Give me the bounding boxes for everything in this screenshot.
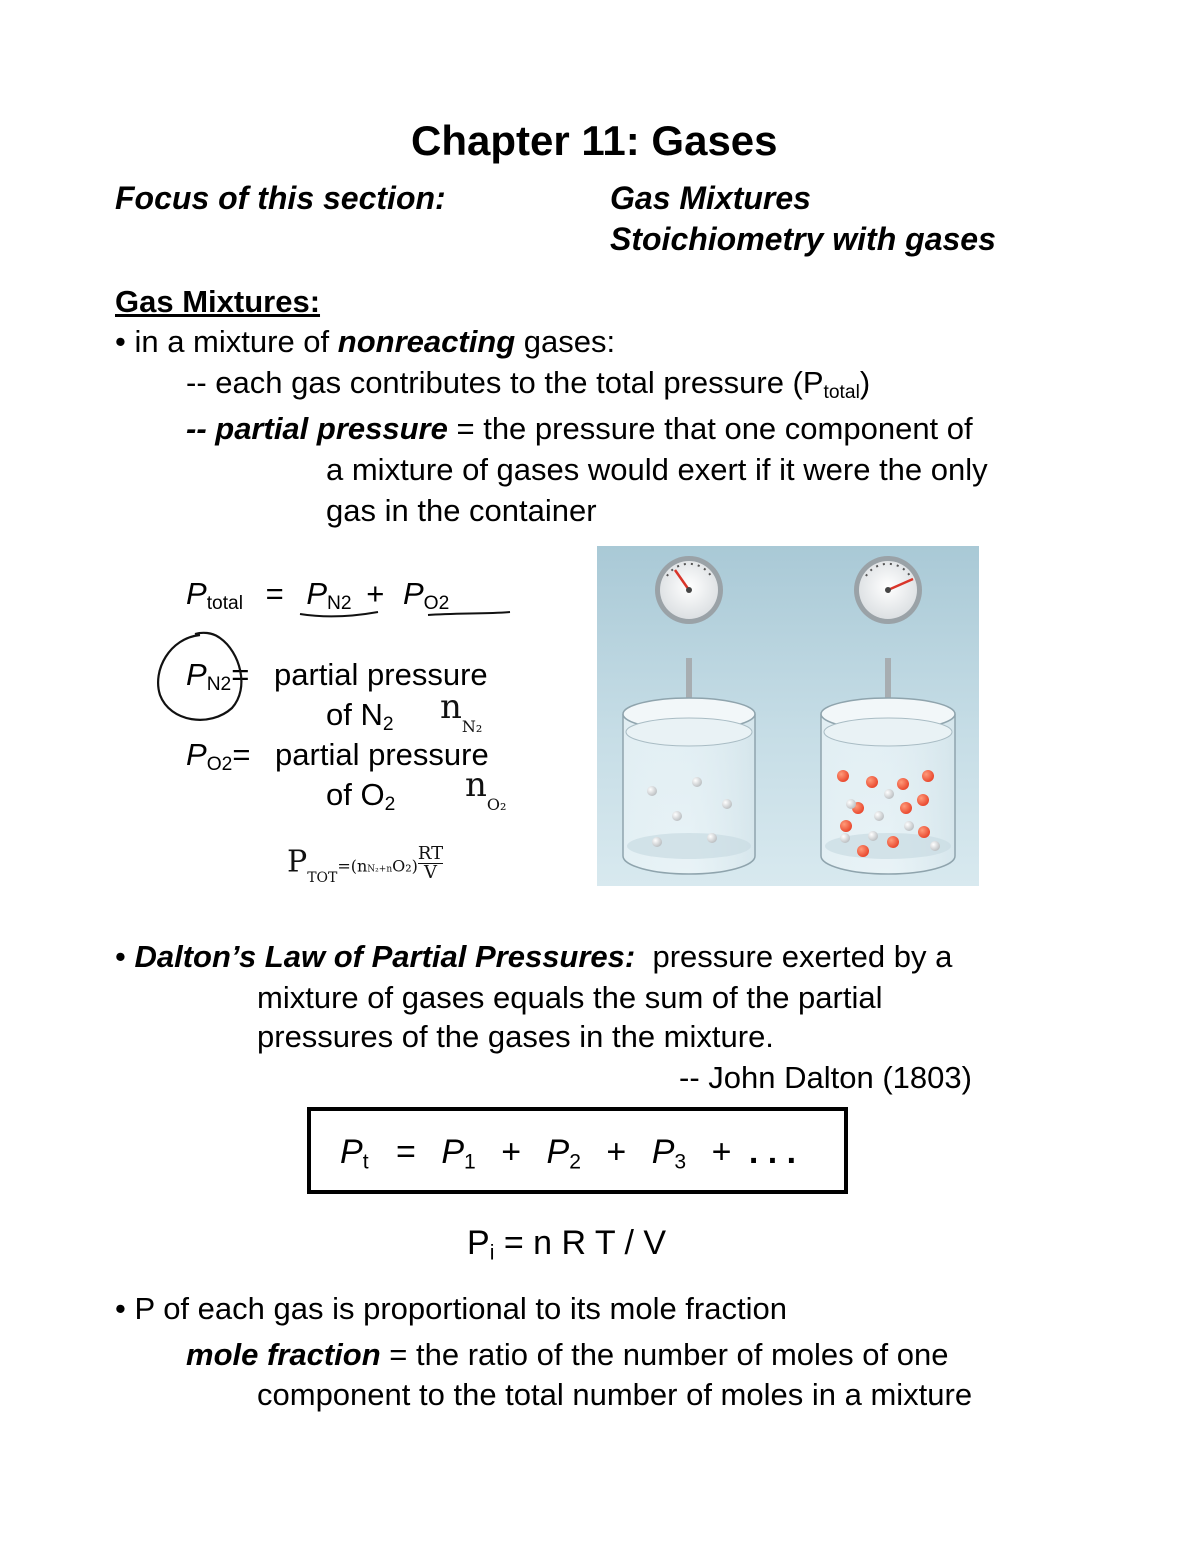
nonreacting-term: nonreacting	[337, 324, 516, 359]
pi-rest: = n R T / V	[494, 1224, 667, 1262]
hand-ptot-p: P	[287, 844, 308, 880]
pn2-def-text: partial pressure	[273, 657, 488, 692]
pi-p: P	[467, 1224, 490, 1262]
dalton-law-term: Dalton’s Law of Partial Pressures:	[134, 939, 636, 974]
eq-plus-2: +	[606, 1133, 627, 1171]
eq-plus-1: +	[501, 1133, 522, 1171]
po2-def-eq: =	[232, 737, 251, 772]
hand-n-n2-sub: N₂	[461, 717, 483, 736]
dalton-line-1: pressure exerted by a	[635, 939, 953, 974]
dalton-line-2: mixture of gases equals the sum of the partial	[257, 980, 883, 1015]
eq-pt-p: P	[340, 1133, 363, 1171]
mole-fraction-term: mole fraction	[186, 1337, 381, 1372]
dalton-line-3: pressures of the gases in the mixture.	[257, 1019, 774, 1054]
hand-n-o2-letter: n	[465, 765, 487, 805]
eq-p1-p: P	[441, 1133, 464, 1171]
pi-equation	[467, 1224, 667, 1265]
hand-ptot-eq: =(n	[337, 856, 368, 876]
section-heading-gas-mixtures: Gas Mixtures:	[115, 284, 321, 319]
eq-p2-sub: 2	[569, 1150, 581, 1174]
mole-fraction-def	[186, 1339, 948, 1370]
hand-ptot-num: RT	[417, 843, 444, 864]
circle-pn2	[158, 633, 241, 720]
hand-n-o2-sub: O₂	[486, 795, 507, 814]
ptotal-sub: total	[206, 592, 243, 614]
sub-bullet-partial-pressure	[186, 413, 973, 444]
pn2-def-sub: N2	[206, 673, 232, 695]
po2-def-text: partial pressure	[275, 737, 489, 772]
po2-of-sub: 2	[384, 793, 396, 815]
pn2-of-sub: 2	[382, 713, 394, 735]
mole-fraction-def-1: = the ratio of the number of moles of one	[380, 1337, 949, 1372]
po2-def-p: P	[186, 737, 207, 772]
focus-label: Focus of this section:	[115, 180, 446, 216]
pn2-def-p: P	[186, 657, 207, 692]
partial-pressure-term: -- partial pressure	[186, 411, 448, 446]
mole-fraction-def-2: component to the total number of moles in a mixture	[257, 1377, 973, 1412]
mole-fraction-bullet: • P of each gas is proportional to its mole fraction	[115, 1291, 787, 1326]
page-title: Chapter 11: Gases	[411, 117, 778, 164]
po2-def-sub: O2	[206, 753, 233, 775]
right-pressure-gauge-icon	[854, 556, 922, 624]
po2-of-text: of O	[326, 777, 385, 812]
focus-topic-2: Stoichiometry with gases	[610, 221, 996, 257]
dalton-attribution	[679, 1062, 972, 1093]
dalton-attribution-text: -- John Dalton (1803)	[679, 1060, 972, 1095]
left-cylinder	[623, 698, 755, 874]
eq-dots: . . .	[748, 1133, 797, 1171]
hand-ptot-mid: N₂+n	[367, 864, 393, 875]
pn2-sub: N2	[327, 592, 352, 614]
hand-n-n2	[440, 687, 483, 736]
eq-pt-sub: t	[362, 1150, 369, 1174]
hand-n-o2	[465, 765, 507, 814]
eq-plus-3: +	[711, 1133, 732, 1171]
bullet-nonreacting-pre: • in a mixture of	[115, 324, 338, 359]
pi-sub: i	[489, 1241, 495, 1265]
dalton-law-bullet	[115, 941, 952, 972]
underline-po2	[428, 612, 510, 615]
bullet-nonreacting-post: gases:	[515, 324, 616, 359]
right-cylinder	[821, 698, 955, 874]
gas-cylinders-illustration	[597, 546, 979, 886]
hand-ptot-sub: TOT	[307, 869, 338, 886]
total-pressure-text: -- each gas contributes to the total pressure (P	[186, 365, 824, 400]
po2-p: P	[402, 576, 424, 611]
cylinders-svg	[597, 546, 979, 886]
underline-pn2	[300, 612, 378, 616]
dalton-bullet: •	[115, 939, 135, 974]
ptotal-eq: =	[265, 576, 284, 611]
hand-n-n2-letter: n	[440, 687, 462, 727]
partial-pressure-def-3: gas in the container	[326, 493, 597, 528]
ptotal-p: P	[186, 576, 207, 611]
pn2-p: P	[306, 576, 328, 611]
eq-p2-p: P	[546, 1133, 570, 1171]
po2-sub: O2	[423, 592, 450, 614]
bullet-nonreacting	[115, 326, 615, 357]
left-pressure-gauge-icon	[655, 556, 723, 624]
eq-p1-sub: 1	[464, 1150, 476, 1174]
ptotal-plus: +	[366, 576, 385, 611]
hand-ptot-den: V	[424, 862, 438, 883]
partial-pressure-def-1: = the pressure that one component of	[447, 411, 973, 446]
eq-p3-sub: 3	[674, 1150, 687, 1174]
hand-ptot-equation	[287, 843, 444, 886]
eq-p3-p: P	[651, 1133, 675, 1171]
eq-equals: =	[396, 1133, 416, 1171]
pn2-def-eq: =	[231, 657, 250, 692]
partial-pressure-def-2: a mixture of gases would exert if it were the only	[326, 452, 988, 487]
pn2-of-text: of N	[326, 697, 383, 732]
focus-topic-1: Gas Mixtures	[610, 180, 811, 216]
total-subscript: total	[823, 381, 860, 403]
dalton-equation	[340, 1133, 797, 1174]
hand-ptot-close: O₂)	[392, 856, 418, 876]
total-close: )	[859, 365, 871, 400]
sub-bullet-total-pressure	[186, 365, 871, 403]
